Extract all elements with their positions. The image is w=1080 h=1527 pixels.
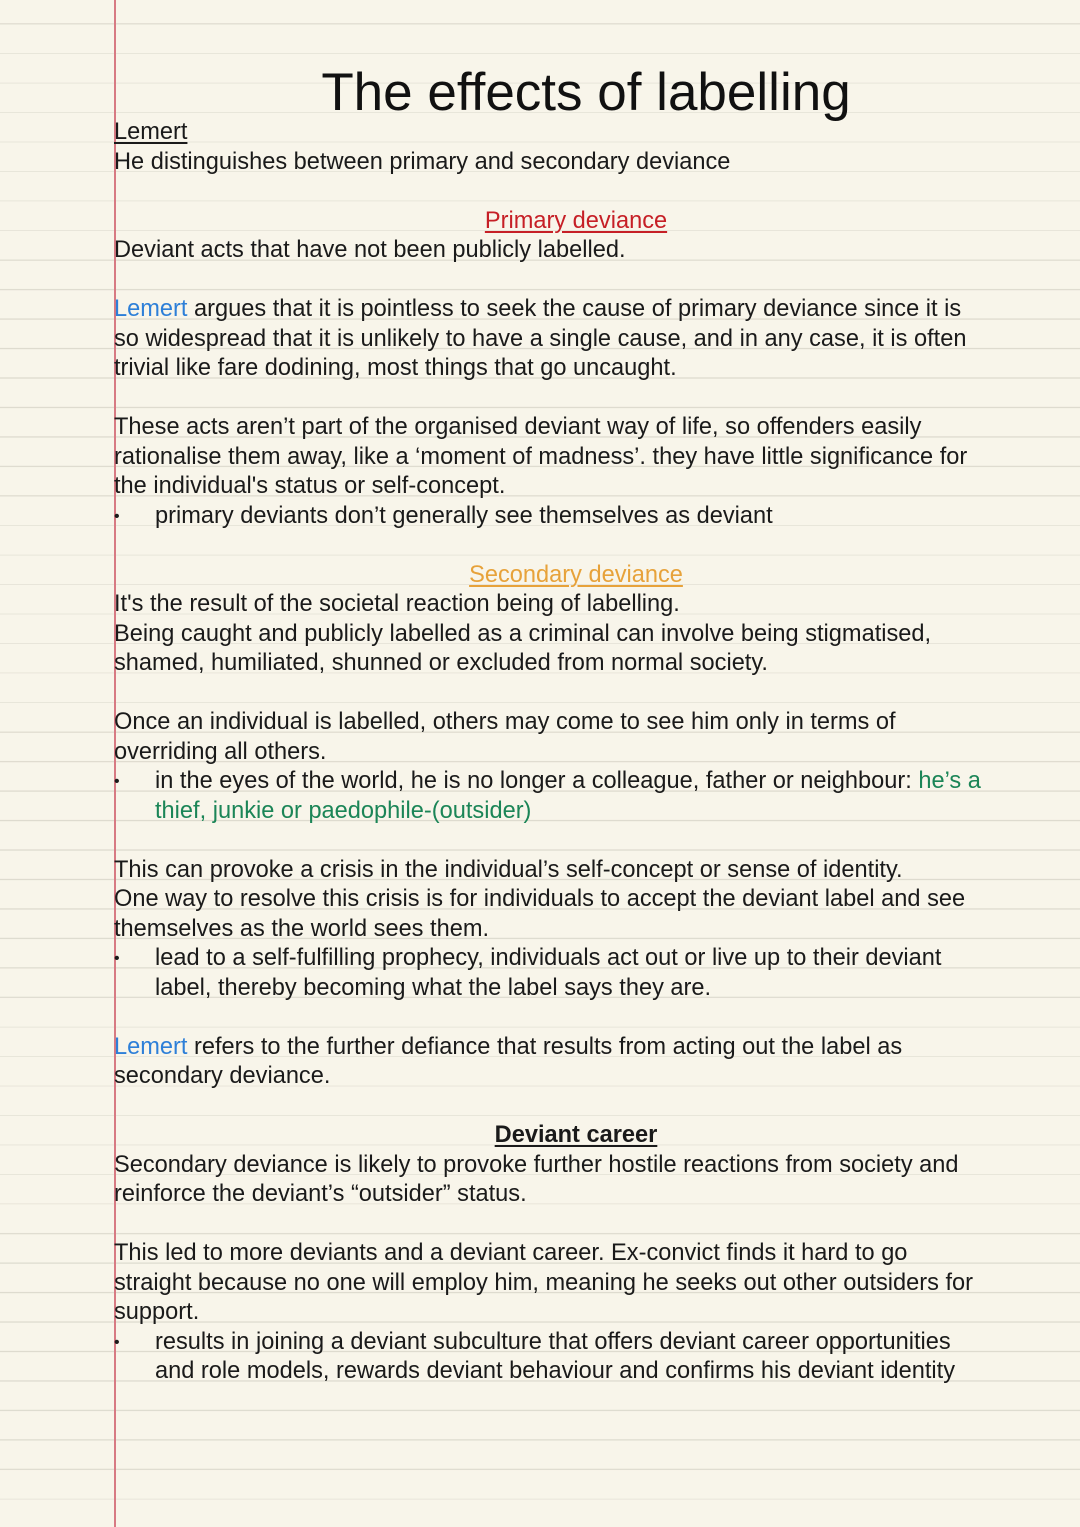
text-span: argues that it is pointless to seek the cause of primary deviance since it is [187,296,962,322]
bullet-item [114,767,1054,797]
secondary-deviance-heading [114,561,1038,591]
page-title: The effects of labelling [321,63,851,122]
text-line: This led to more deviants and a deviant career. Ex-convict finds it hard to go [114,1240,908,1266]
bullet-item [114,502,1054,532]
text-line: He distinguishes between primary and secondary deviance [114,148,731,175]
highlight-text: thief, junkie or paedophile-(outsider) [155,797,532,824]
name-lemert: Lemert [114,296,188,322]
text-line: themselves as the world sees them. [114,915,490,942]
primary-deviance-heading [114,207,1038,237]
bullet-text: lead to a self-fulfilling prophecy, individuals act out or live up to their deviant [155,945,942,971]
text-line: These acts aren’t part of the organised deviant way of life, so offenders easily [114,414,922,440]
deviant-career-heading [114,1121,1038,1151]
bullet-text: and role models, rewards deviant behaviour and confirms his deviant identity [155,1358,955,1384]
heading-text: Deviant career [494,1122,658,1148]
heading-text: Primary deviance [484,207,668,234]
blank-line [114,1092,1054,1122]
blank-line [114,531,1054,561]
bullet-text: label, thereby becoming what the label says they are. [155,974,712,1001]
text-line: shamed, humiliated, shunned or excluded from normal society. [114,650,768,676]
blank-line [114,1003,1054,1033]
text-line: rationalise them away, like a ‘moment of madness’. they have little significance for [114,443,968,470]
text-line: This can provoke a crisis in the individual’s self-concept or sense of identity. [114,856,903,883]
bullet-icon: • [114,507,120,525]
bullet-text: primary deviants don’t generally see themselves as deviant [155,502,773,529]
text-line: Being caught and publicly labelled as a criminal can involve being stigmatised, [114,620,932,647]
text-line: One way to resolve this crisis is for individuals to accept the deviant label and see [114,886,966,912]
bullet-item [114,944,1054,974]
bullet-icon: • [114,773,120,790]
blank-line [114,1210,1054,1240]
blank-line [114,679,1054,709]
text-line: the individual's status or self-concept. [114,473,506,499]
text-span: refers to the further defiance that results from acting out the label as [187,1033,903,1060]
blank-line [114,826,1054,856]
blank-line [114,266,1054,296]
notes-body [114,118,1054,1387]
highlight-text: he’s a [918,768,981,794]
text-line: Once an individual is labelled, others may come to see him only in terms of [114,709,896,735]
bullet-icon: • [114,950,120,967]
text-line: support. [114,1299,200,1325]
blank-line [114,384,1054,414]
section-heading-lemert: Lemert [114,119,188,145]
text-line: so widespread that it is unlikely to have a single cause, and in any case, it is often [114,325,967,352]
text-line: Deviant acts that have not been publicly labelled. [114,237,626,263]
blank-line [114,177,1054,207]
text-line [114,295,1054,325]
heading-text: Secondary deviance [469,561,683,588]
text-line: straight because no one will employ him, meaning he seeks out other outsiders for [114,1269,974,1296]
text-line: secondary deviance. [114,1063,331,1089]
text-line: trivial like fare dodining, most things that go uncaught. [114,355,677,381]
bullet-text: results in joining a deviant subculture that offers deviant career opportunities [155,1328,951,1355]
text-line: reinforce the deviant’s “outsider” status. [114,1181,527,1207]
text-line: overriding all others. [114,738,327,765]
bullet-item [114,1328,1054,1358]
text-line: It's the result of the societal reaction being of labelling. [114,591,680,617]
text-line [114,1033,1054,1063]
bullet-icon: • [114,1333,120,1351]
text-line: Secondary deviance is likely to provoke further hostile reactions from society and [114,1151,959,1178]
name-lemert: Lemert [114,1033,188,1060]
bullet-text: in the eyes of the world, he is no longer a colleague, father or neighbour: [155,768,919,794]
